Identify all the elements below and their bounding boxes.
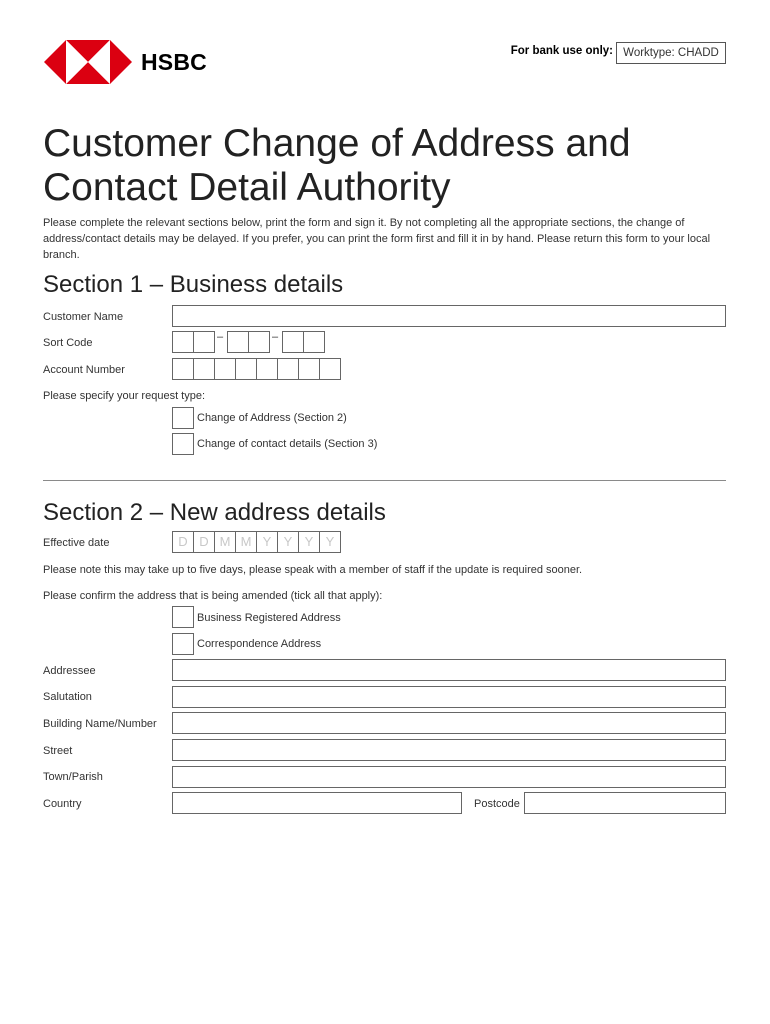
correspondence-address-checkbox[interactable] bbox=[172, 633, 194, 655]
date-cell[interactable]: D bbox=[193, 531, 215, 553]
town-label: Town/Parish bbox=[43, 771, 103, 783]
building-input[interactable] bbox=[172, 712, 726, 734]
account-digit[interactable] bbox=[277, 358, 299, 380]
date-cell[interactable]: M bbox=[214, 531, 236, 553]
business-registered-address-label: Business Registered Address bbox=[197, 612, 341, 624]
business-registered-address-checkbox[interactable] bbox=[172, 606, 194, 628]
brand-name: HSBC bbox=[141, 49, 207, 75]
account-digit[interactable] bbox=[298, 358, 320, 380]
street-label: Street bbox=[43, 745, 73, 757]
sort-code-separator: – bbox=[272, 331, 279, 343]
account-digit[interactable] bbox=[319, 358, 341, 380]
account-digit[interactable] bbox=[256, 358, 278, 380]
hsbc-logo bbox=[44, 40, 214, 86]
bank-use-label: For bank use only: bbox=[510, 45, 613, 57]
effective-date-input[interactable] bbox=[172, 531, 344, 553]
country-label: Country bbox=[43, 798, 82, 810]
customer-name-input[interactable] bbox=[172, 305, 726, 327]
date-cell[interactable]: Y bbox=[256, 531, 278, 553]
addressee-input[interactable] bbox=[172, 659, 726, 681]
postcode-label: Postcode bbox=[474, 798, 520, 810]
date-cell[interactable]: M bbox=[235, 531, 257, 553]
account-digit[interactable] bbox=[235, 358, 257, 380]
sort-code-digit[interactable] bbox=[248, 331, 270, 353]
date-cell[interactable]: D bbox=[172, 531, 194, 553]
sort-code-separator: – bbox=[217, 331, 224, 343]
change-of-address-checkbox[interactable] bbox=[172, 407, 194, 429]
sort-code-digit[interactable] bbox=[172, 331, 194, 353]
date-cell[interactable]: Y bbox=[277, 531, 299, 553]
sort-code-input[interactable] bbox=[172, 331, 332, 353]
change-of-address-label: Change of Address (Section 2) bbox=[197, 412, 347, 424]
worktype-field: Worktype: CHADD bbox=[616, 42, 726, 64]
building-label: Building Name/Number bbox=[43, 718, 157, 730]
sort-code-digit[interactable] bbox=[303, 331, 325, 353]
account-digit[interactable] bbox=[214, 358, 236, 380]
hexagon-logo-icon bbox=[44, 40, 132, 84]
sort-code-digit[interactable] bbox=[193, 331, 215, 353]
section-2-title: Section 2 – New address details bbox=[43, 499, 386, 526]
addressee-label: Addressee bbox=[43, 665, 96, 677]
correspondence-address-label: Correspondence Address bbox=[197, 638, 322, 650]
town-input[interactable] bbox=[172, 766, 726, 788]
section-1-title: Section 1 – Business details bbox=[43, 271, 344, 298]
salutation-label: Salutation bbox=[43, 691, 92, 703]
salutation-input[interactable] bbox=[172, 686, 726, 708]
effective-date-label: Effective date bbox=[43, 537, 110, 549]
date-cell[interactable]: Y bbox=[298, 531, 320, 553]
date-cell[interactable]: Y bbox=[319, 531, 341, 553]
account-digit[interactable] bbox=[193, 358, 215, 380]
section-divider bbox=[43, 480, 726, 481]
change-of-contact-label: Change of contact details (Section 3) bbox=[197, 438, 378, 450]
account-number-label: Account Number bbox=[43, 364, 125, 376]
change-of-contact-checkbox[interactable] bbox=[172, 433, 194, 455]
account-number-input[interactable] bbox=[172, 358, 344, 380]
request-type-label: Please specify your request type: bbox=[43, 390, 206, 402]
postcode-input[interactable] bbox=[524, 792, 726, 814]
sort-code-digit[interactable] bbox=[282, 331, 304, 353]
sort-code-digit[interactable] bbox=[227, 331, 249, 353]
confirm-address-label: Please confirm the address that is being amended (tick all that apply): bbox=[43, 590, 383, 602]
intro-text: Please complete the relevant sections below, print the form and sign it. By not completing all the appropriate sections, the change of address/contact details may be delayed. If you prefer, you can print the form first and fill it in by hand. Please return this form to your local branch. bbox=[43, 217, 711, 261]
customer-name-label: Customer Name bbox=[43, 311, 124, 323]
sort-code-label: Sort Code bbox=[43, 337, 93, 349]
page-title: Customer Change of Address and Contact Detail Authority bbox=[43, 122, 631, 209]
processing-note: Please note this may take up to five days, please speak with a member of staff if the update is required sooner. bbox=[43, 564, 583, 576]
street-input[interactable] bbox=[172, 739, 726, 761]
country-input[interactable] bbox=[172, 792, 462, 814]
account-digit[interactable] bbox=[172, 358, 194, 380]
